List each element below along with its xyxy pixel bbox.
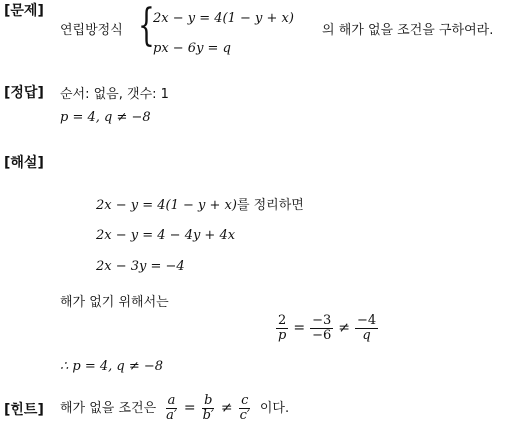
fraction-b [201,394,216,422]
solution-note: 해가 없기 위해서는 [60,295,169,310]
hint-line [60,394,289,422]
denominator: b′ [202,407,214,423]
numerator: −4 [356,313,377,328]
fraction-neg4-over-q [355,314,378,342]
system-brace: { [138,0,155,51]
answer-line-2: p = 4, q ≠ −8 [60,110,151,125]
no-solution-condition [274,314,380,342]
equals-sign: = [183,400,196,417]
problem-tag: [문제] [4,3,44,19]
answer-tag: [정답] [4,85,44,101]
system-equation-1: 2x − y = 4(1 − y + x) [153,11,294,26]
answer-line-1: 순서: 없음, 갯수: 1 [60,87,169,102]
step-1-text: 를 정리하면 [236,198,304,213]
denominator: p [278,327,287,343]
system-equation-2: px − 6y = q [153,41,231,56]
denominator: c′ [239,407,250,423]
problem-lead: 연립방정식 [60,23,123,38]
fraction-c [238,394,252,422]
hint-lead: 해가 없을 조건은 [60,400,157,416]
solution-step-3: 2x − 3y = −4 [96,259,185,274]
fraction-2-over-p [276,314,288,342]
numerator: c [241,393,249,408]
numerator: b [204,393,213,408]
equals-sign: = [293,320,306,337]
not-equal-sign: ≠ [220,400,233,417]
solution-step-1 [96,198,304,212]
numerator: 2 [278,313,287,328]
problem-tail: 의 해가 없을 조건을 구하여라. [322,23,494,38]
numerator: −3 [312,313,332,328]
hint-tag: [힌트] [4,402,44,418]
numerator: a [167,393,176,408]
not-equal-sign: ≠ [338,320,350,337]
solution-step-2: 2x − y = 4 − 4y + 4x [96,228,236,243]
hint-tail: 이다. [259,400,290,416]
denominator: a′ [166,407,177,423]
solution-therefore: ∴ p = 4, q ≠ −8 [60,359,164,374]
denominator: q [362,327,371,343]
fraction-a [164,394,179,422]
denominator: −6 [312,327,332,343]
solution-tag: [해설] [4,155,44,171]
fraction-neg3-over-neg6 [310,314,333,342]
step-1-math: 2x − y = 4(1 − y + x) [96,198,237,213]
